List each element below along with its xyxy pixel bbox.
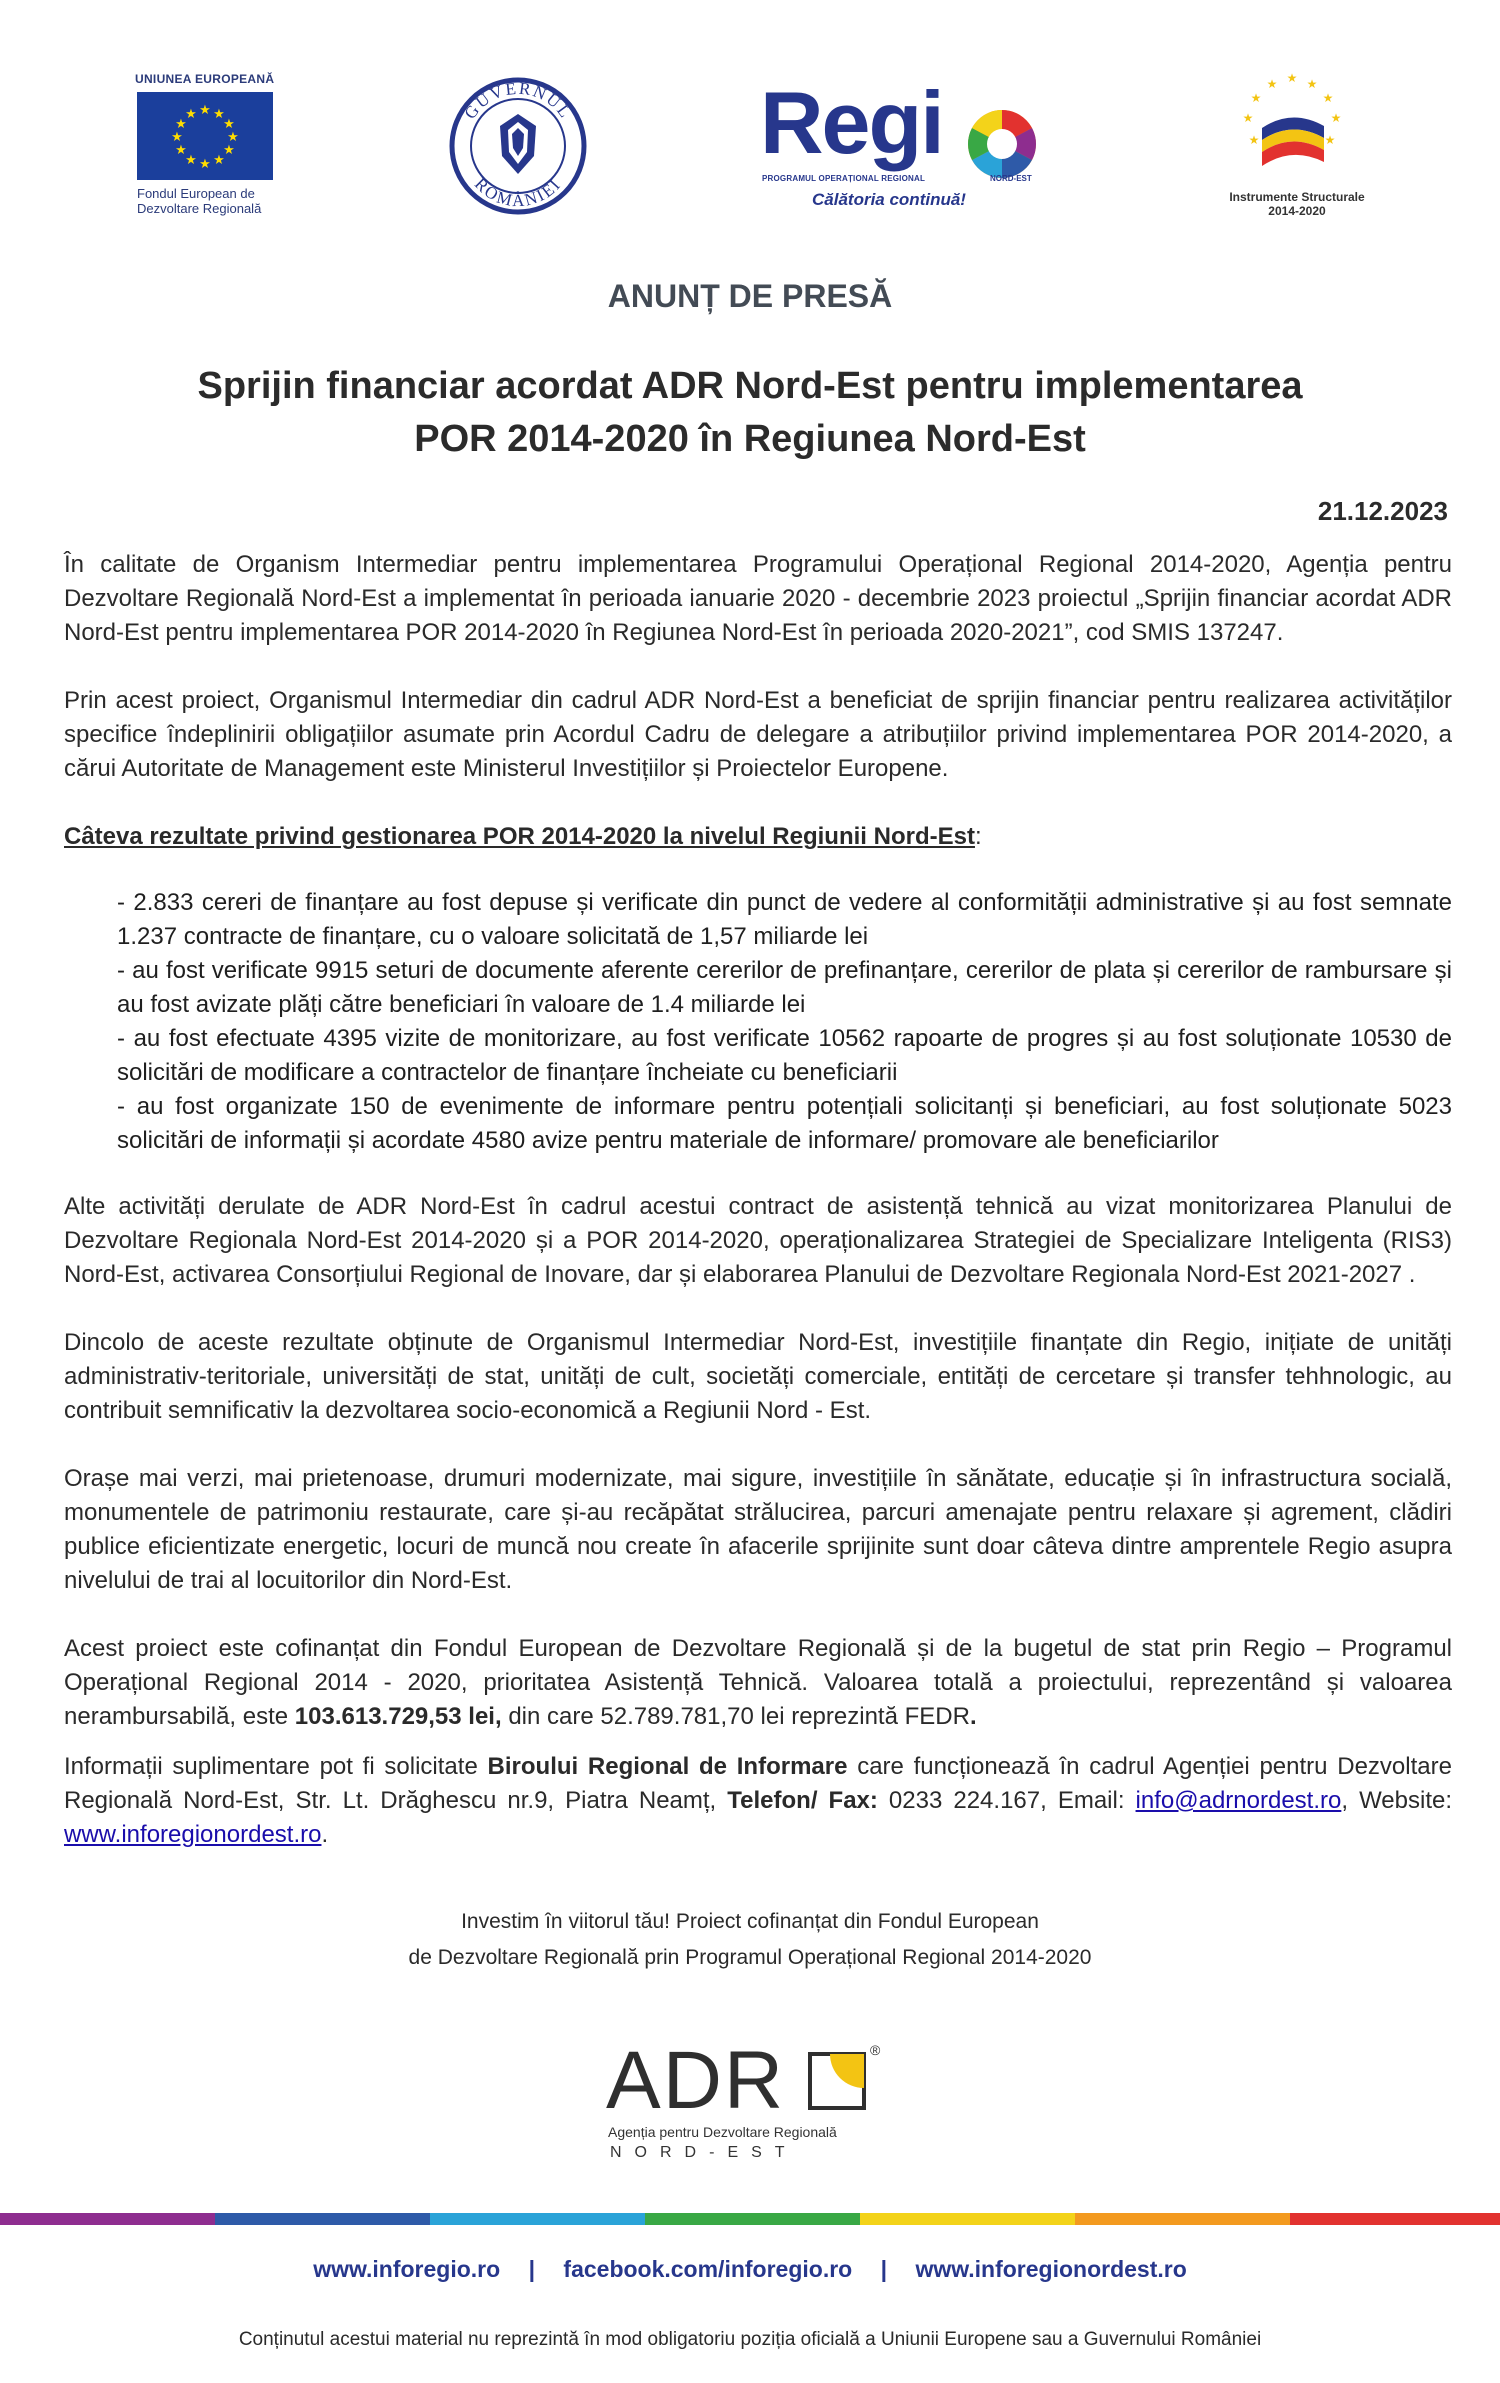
footer-link-facebook[interactable]: facebook.com/inforegio.ro — [563, 2256, 853, 2282]
results-heading-text: Câteva rezultate privind gestionarea POR 2014-2020 la nivelul Regiunii Nord-Est — [64, 823, 975, 850]
eu-flag-logo — [137, 92, 273, 180]
list-item: - 2.833 cereri de finanțare au fost depuse și verificate din punct de vedere al conformității administrative și au fost semnate 1.237 contracte de finanțare, cu o valoare solicitată de 1,57 miliarde lei — [117, 889, 1452, 950]
paragraph-other-activities: Alte activități derulate de ADR Nord-Est în cadrul acestui contract de asistență tehnică au vizat monitorizarea Planului de Dezvoltare Regionala Nord-Est 2014-2020 și a POR 2014-2020, operaționalizarea Strategiei de Specializare Inteligenta (RIS3) Nord-Est, activarea Consorțiului Regional de Inovare, dar și elaborarea Planului de Dezvoltare Regionala Nord-Est 2021-2027 . — [64, 1193, 1452, 1288]
funding-end: . — [969, 1703, 977, 1730]
svg-text:★: ★ — [223, 117, 235, 132]
funding-statement — [0, 1904, 1500, 1976]
footer-links — [0, 2256, 1500, 2283]
svg-text:★: ★ — [1306, 77, 1318, 91]
svg-text:★: ★ — [223, 143, 235, 158]
eu-caption: UNIUNEA EUROPEANĂ — [135, 72, 275, 86]
svg-text:★: ★ — [175, 117, 187, 132]
svg-text:★: ★ — [175, 143, 187, 158]
results-heading — [64, 820, 1452, 854]
regio-program-label: PROGRAMUL OPERAȚIONAL REGIONAL — [762, 174, 926, 183]
regio-logo-word: Regi — [760, 73, 943, 172]
adr-logo-word: ADR — [606, 2035, 786, 2126]
footer-link-inforegionordest[interactable]: www.inforegionordest.ro — [915, 2256, 1187, 2282]
svg-text:★: ★ — [1242, 111, 1254, 125]
list-item: - au fost verificate 9915 seturi de documente aferente cererilor de prefinanțare, cererilor de plata și cererilor de rambursare și au fost avizate plăți către beneficiari în valoare de 1.4 miliarde lei — [117, 957, 1452, 1018]
instruments-line1: Instrumente Structurale — [1229, 190, 1365, 204]
svg-text:★: ★ — [1330, 111, 1342, 125]
regio-region-label: NORD-EST — [990, 174, 1032, 183]
svg-text:★: ★ — [1248, 133, 1260, 147]
page-title — [120, 360, 1380, 466]
paragraph-contact — [64, 1750, 1452, 1852]
footer-link-inforegio[interactable]: www.inforegio.ro — [313, 2256, 501, 2282]
footer-separator: | — [880, 2256, 888, 2282]
eu-fund-line2: Dezvoltare Regională — [137, 201, 262, 216]
svg-text:★: ★ — [213, 107, 225, 122]
paragraph-impact: Orașe mai verzi, mai prietenoase, drumuri modernizate, mai sigure, investițiile în sănătate, educație și în infrastructura socială, monumentele de patrimoniu restaurate, care și-au recăpătat strălucirea, parcuri amenajate pentru relaxare și agrement, clădiri publice eficientizate energetic, locuri de muncă nou create în afacerile sprijinite sunt doar câteva dintre amprentele Regio asupra nivelului de trai al locuitorilor din Nord-Est. — [64, 1465, 1452, 1594]
adr-subtitle: Agenția pentru Dezvoltare Regională — [608, 2124, 837, 2140]
regio-color-wheel-icon — [966, 108, 1038, 180]
paragraph-project: Prin acest proiect, Organismul Intermediar din cadrul ADR Nord-Est a beneficiat de sprijin financiar pentru realizarea activităților specifice îndeplinirii obligațiilor asumate prin Acordul Cadru de delegare a atribuțiilor privind implementarea POR 2014-2020, a cărui Autoritate de Management este Ministerul Investițiilor și Proiectelor Europene. — [64, 687, 1452, 782]
title-line1: Sprijin financiar acordat ADR Nord-Est pentru implementarea — [197, 365, 1303, 407]
results-heading-colon: : — [974, 823, 982, 850]
funding-text: Acest proiect este cofinanțat din Fondul European de Dezvoltare Regională și de la bugetul de stat prin Regio – Programul Operațional Regional 2014 - 2020, prioritatea Asistență Tehnică. Valoarea totală a proiectului, reprezentând și valoarea nerambursabilă, este — [64, 1635, 1452, 1730]
funding-fedr-text: din care 52.789.781,70 lei reprezintă FEDR — [501, 1703, 970, 1730]
svg-text:★: ★ — [171, 130, 183, 145]
color-band — [0, 2212, 1500, 2224]
contact-end: . — [321, 1821, 329, 1848]
svg-text:★: ★ — [213, 153, 225, 168]
results-list — [117, 886, 1452, 1158]
eu-fund-label — [137, 186, 261, 216]
svg-text:★: ★ — [199, 103, 211, 118]
structural-instruments-label — [1222, 190, 1372, 218]
contact-text-a: Informații suplimentare pot fi solicitate — [64, 1753, 488, 1780]
footer-disclaimer: Conținutul acestui material nu reprezintă în mod obligatoriu poziția oficială a Uniunii Europene sau a Guvernului României — [238, 2329, 1262, 2350]
adr-logo-mark-icon — [808, 2052, 866, 2110]
eu-fund-line1: Fondul European de — [137, 186, 255, 201]
email-link[interactable]: info@adrnordest.ro — [1135, 1787, 1342, 1814]
svg-text:★: ★ — [199, 157, 211, 172]
footer-separator: | — [528, 2256, 536, 2282]
contact-website-label: , Website: — [1341, 1787, 1452, 1814]
list-item: - au fost organizate 150 de evenimente de informare pentru potențiali solicitanți și beneficiari, au fost soluționate 5023 solicitări de informații și acordate 4580 avize pentru materiale de informare/ promovare ale beneficiarilor — [117, 1093, 1452, 1154]
svg-text:★: ★ — [185, 107, 197, 122]
contact-address: care funcționează în cadrul Agenției pentru Dezvoltare Regională Nord-Est, Str. Lt. Drăghescu nr.9, Piatra Neamț, — [64, 1753, 1452, 1814]
paragraph-investments: Dincolo de aceste rezultate obținute de Organismul Intermediar Nord-Est, investițiile finanțate din Regio, inițiate de unități administrativ-teritoriale, universități de stat, unități de cult, societăți comerciale, entități de cercetare și transfer tehhnologic, au contribuit semnificativ la dezvoltarea socio-economică a Regiunii Nord - Est. — [64, 1329, 1452, 1424]
press-release-kicker: ANUNȚ DE PRESĂ — [607, 278, 893, 314]
contact-office: Biroului Regional de Informare — [487, 1753, 848, 1780]
list-item: - au fost efectuate 4395 vizite de monitorizare, au fost verificate 10562 rapoarte de progres și au fost soluționate 10530 de solicitări de modificare a contractelor de finanțare încheiate cu beneficiarii — [117, 1025, 1452, 1086]
gov-text-top: GUVERNUL — [460, 78, 576, 123]
contact-phone: 0233 224.167, Email: — [877, 1787, 1136, 1814]
title-line2: POR 2014-2020 în Regiunea Nord-Est — [414, 418, 1086, 460]
svg-text:★: ★ — [185, 153, 197, 168]
regio-tagline: Călătoria continuă! — [812, 190, 966, 209]
instruments-line2: 2014-2020 — [1268, 204, 1326, 218]
release-date: 21.12.2023 — [1317, 496, 1448, 526]
website-link[interactable]: www.inforegionordest.ro — [64, 1821, 322, 1848]
paragraph-intro: În calitate de Organism Intermediar pentru implementarea Programului Operațional Regional 2014-2020, Agenția pentru Dezvoltare Regională Nord-Est a implementat în perioada ianuarie 2020 - decembrie 2023 proiectul „Sprijin financiar acordat ADR Nord-Est pentru implementarea POR 2014-2020 în Regiunea Nord-Est în perioada 2020-2021”, cod SMIS 137247. — [64, 551, 1452, 646]
funding-statement-line2: de Dezvoltare Regională prin Programul Operațional Regional 2014-2020 — [408, 1946, 1092, 1969]
adr-region: NORD-EST — [610, 2144, 798, 2161]
funding-statement-line1: Investim în viitorul tău! Proiect cofinanțat din Fondul European — [461, 1910, 1039, 1933]
structural-instruments-logo — [1232, 68, 1352, 186]
government-seal-logo — [448, 76, 588, 216]
svg-text:★: ★ — [227, 130, 239, 145]
svg-text:★: ★ — [1266, 77, 1278, 91]
svg-text:★: ★ — [1324, 133, 1336, 147]
gov-text-bottom: ROMÂNIEI — [470, 174, 566, 211]
svg-text:★: ★ — [1286, 71, 1298, 85]
contact-phone-label: Telefon/ Fax: — [727, 1787, 878, 1814]
svg-text:★: ★ — [1322, 91, 1334, 105]
registered-mark: ® — [870, 2042, 881, 2058]
svg-text:★: ★ — [1250, 91, 1262, 105]
paragraph-funding — [64, 1632, 1452, 1734]
funding-total-value: 103.613.729,53 lei, — [294, 1703, 502, 1730]
